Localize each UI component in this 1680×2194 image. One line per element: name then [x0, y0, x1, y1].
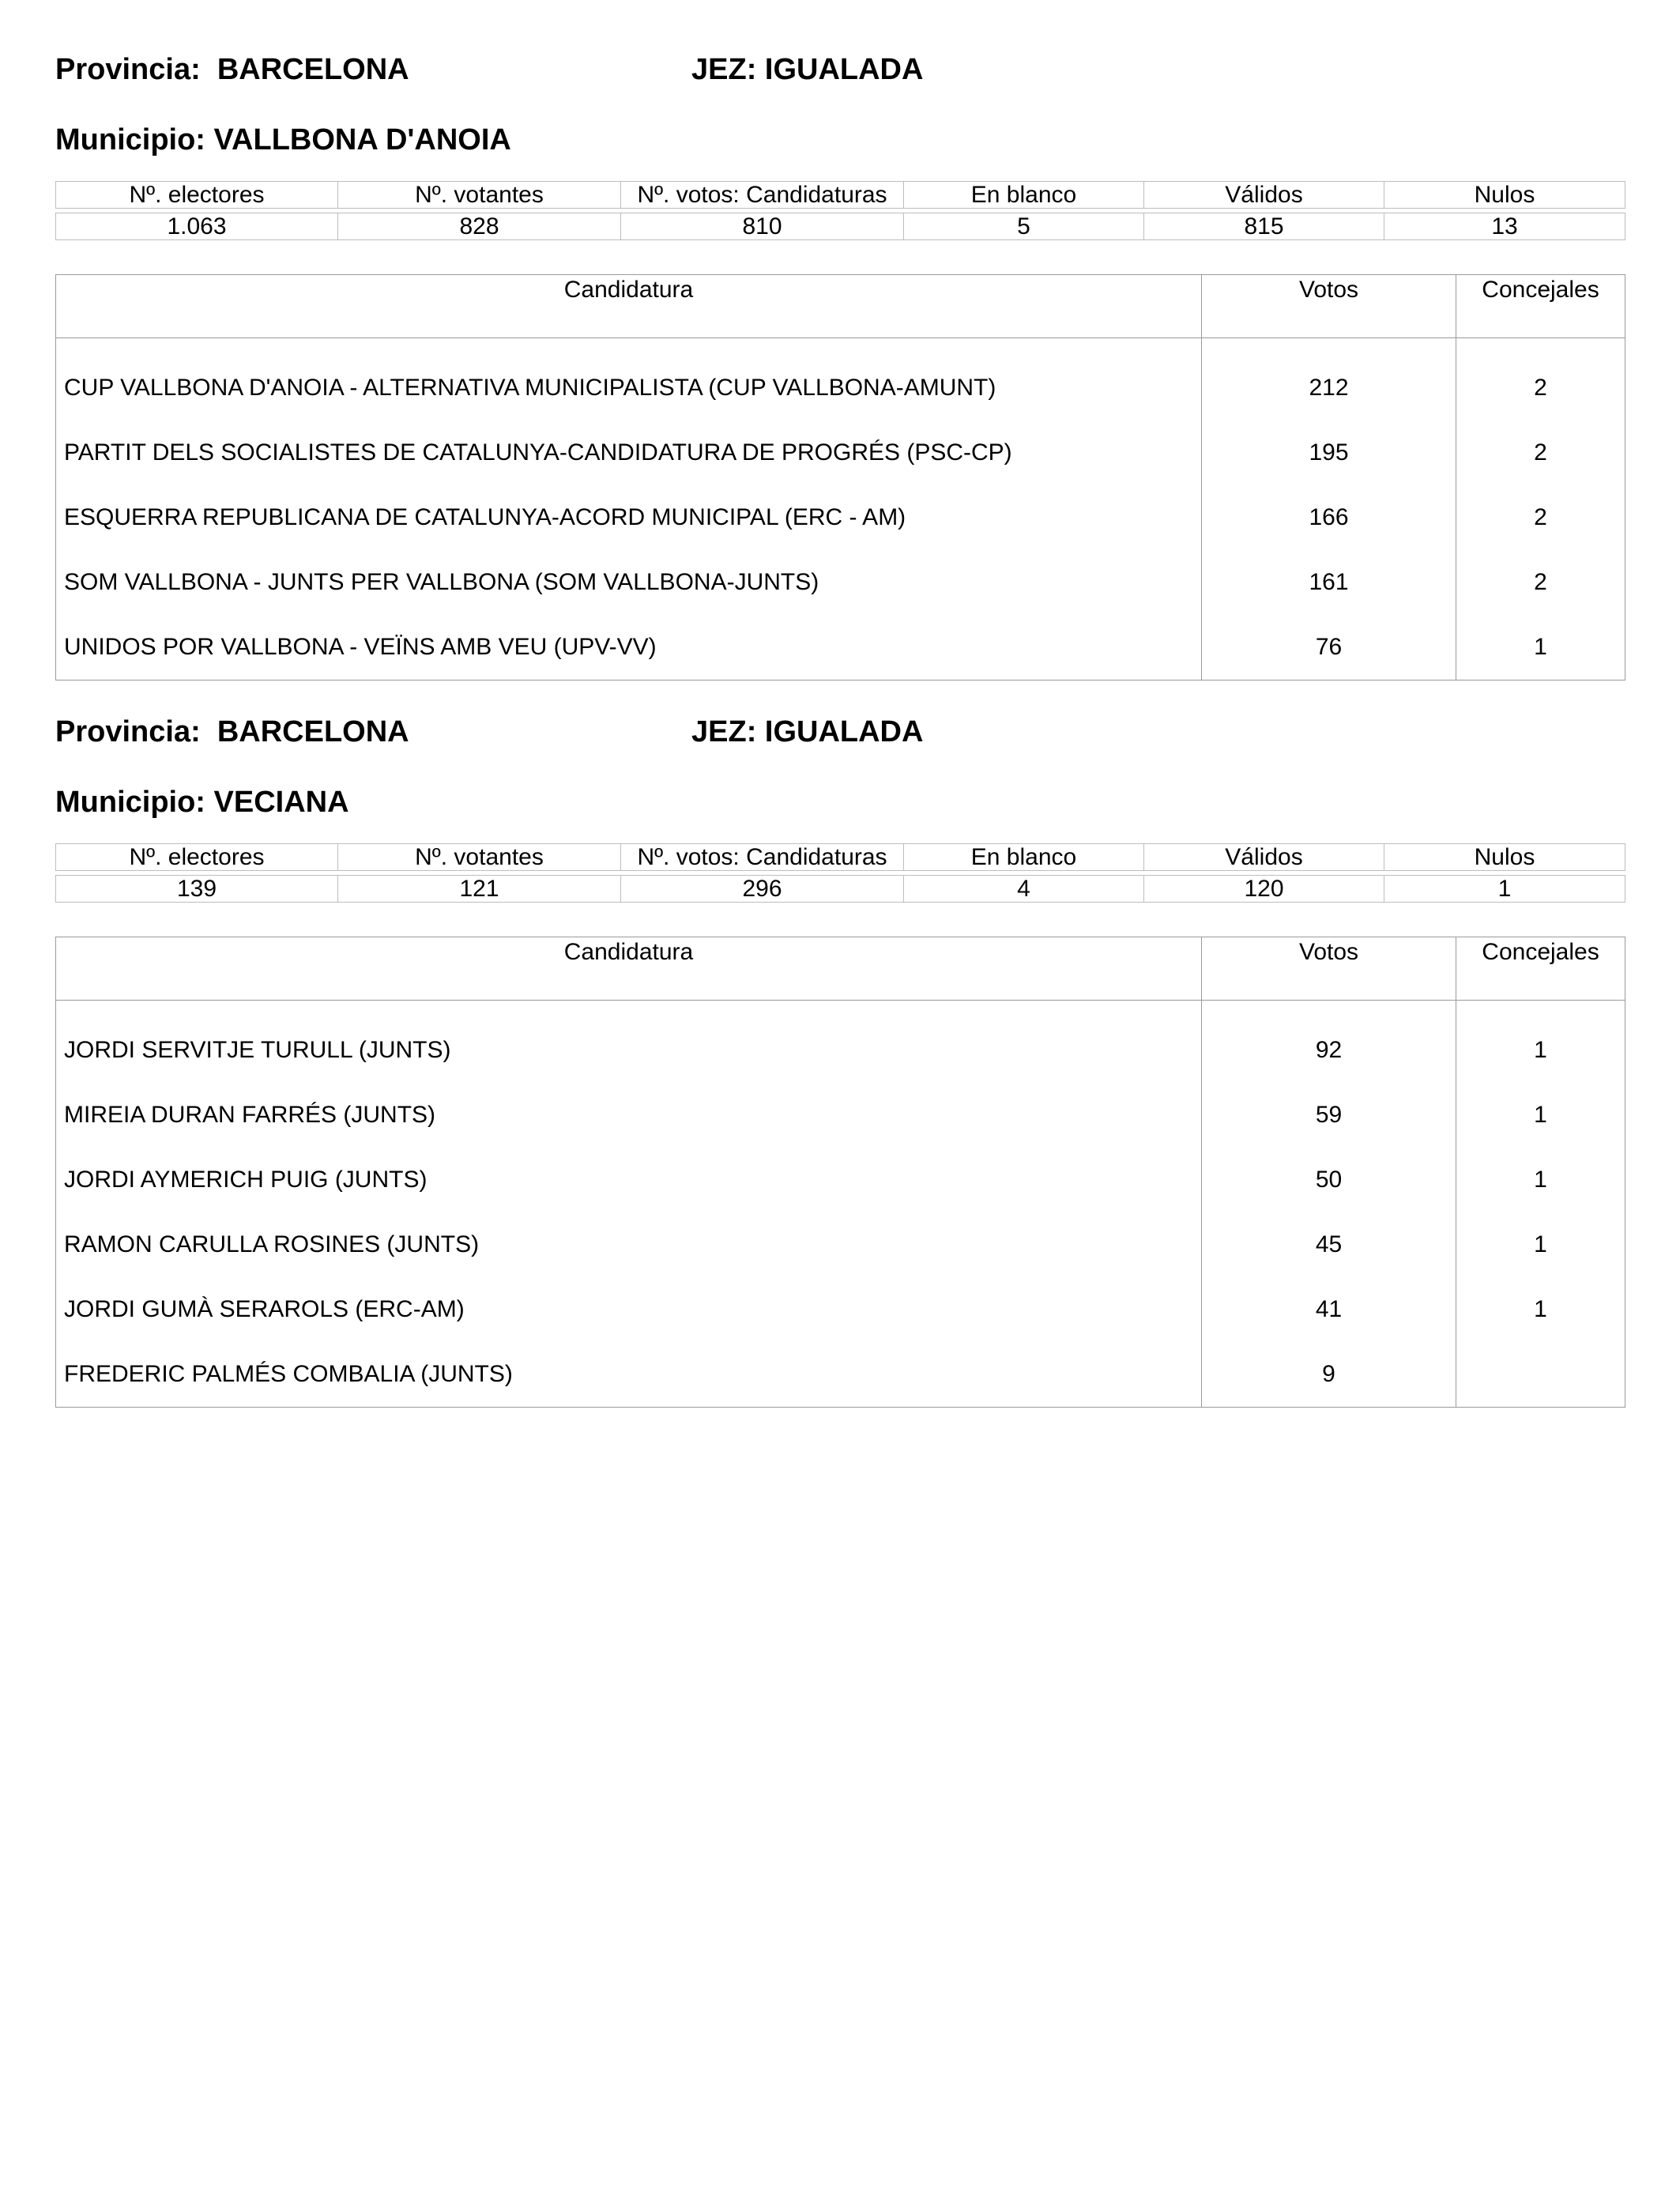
summary-value-cell: 13 — [1384, 213, 1625, 240]
summary-header-cell: Válidos — [1144, 182, 1384, 209]
summary-header-cell: Nº. electores — [56, 844, 338, 871]
candidatura-cell: MIREIA DURAN FARRÉS (JUNTS) — [56, 1083, 1202, 1148]
municipio-label: Municipio: VALLBONA D'ANOIA — [55, 123, 511, 156]
summary-value-cell: 810 — [621, 213, 904, 240]
results-header-row — [56, 937, 1625, 1001]
concejales-cell: 1 — [1456, 1212, 1625, 1277]
provincia-label: Provincia: BARCELONA — [55, 715, 409, 748]
votos-cell: 50 — [1202, 1148, 1456, 1212]
table-row — [56, 1083, 1625, 1148]
summary-value-cell: 139 — [56, 876, 338, 903]
summary-header-cell: Nº. votantes — [338, 182, 621, 209]
concejales-cell: 2 — [1456, 485, 1625, 550]
provincia-label: Provincia: BARCELONA — [55, 53, 409, 86]
jez-label: JEZ: IGUALADA — [691, 715, 924, 748]
votos-cell: 161 — [1202, 550, 1456, 615]
candidatura-cell: FREDERIC PALMÉS COMBALIA (JUNTS) — [56, 1342, 1202, 1408]
summary-table — [55, 181, 1625, 240]
candidatura-cell: RAMON CARULLA ROSINES (JUNTS) — [56, 1212, 1202, 1277]
results-header-cell: Votos — [1202, 275, 1456, 338]
votos-cell: 76 — [1202, 615, 1456, 680]
votos-cell: 92 — [1202, 1018, 1456, 1083]
municipio-section-vallbona — [55, 46, 1625, 680]
concejales-cell: 1 — [1456, 1148, 1625, 1212]
concejales-cell — [1456, 1342, 1625, 1408]
candidatura-cell: ESQUERRA REPUBLICANA DE CATALUNYA-ACORD MUNICIPAL (ERC - AM) — [56, 485, 1202, 550]
summary-value-cell: 4 — [904, 876, 1144, 903]
municipio-section-veciana — [55, 708, 1625, 1408]
summary-header-row — [56, 844, 1625, 871]
candidatura-cell: PARTIT DELS SOCIALISTES DE CATALUNYA-CANDIDATURA DE PROGRÉS (PSC-CP) — [56, 420, 1202, 485]
summary-table — [55, 843, 1625, 903]
concejales-cell: 2 — [1456, 550, 1625, 615]
results-pad-row — [56, 338, 1625, 356]
summary-value-cell: 5 — [904, 213, 1144, 240]
section-header — [55, 708, 1625, 756]
concejales-cell: 1 — [1456, 1083, 1625, 1148]
table-row — [56, 420, 1625, 485]
summary-header-cell: Nº. votos: Candidaturas — [621, 182, 904, 209]
results-header-cell: Candidatura — [56, 937, 1202, 1001]
summary-header-cell: Nulos — [1384, 844, 1625, 871]
summary-header-cell: Válidos — [1144, 844, 1384, 871]
summary-value-cell: 121 — [338, 876, 621, 903]
summary-header-cell: En blanco — [904, 182, 1144, 209]
votos-cell: 212 — [1202, 356, 1456, 420]
summary-value-cell: 815 — [1144, 213, 1384, 240]
table-row — [56, 550, 1625, 615]
votos-cell: 166 — [1202, 485, 1456, 550]
concejales-cell: 2 — [1456, 356, 1625, 420]
concejales-cell: 1 — [1456, 1018, 1625, 1083]
summary-value-row — [56, 213, 1625, 240]
results-header-cell: Concejales — [1456, 937, 1625, 1001]
table-row — [56, 615, 1625, 680]
summary-value-cell: 1.063 — [56, 213, 338, 240]
results-table — [55, 937, 1625, 1408]
candidatura-cell: JORDI AYMERICH PUIG (JUNTS) — [56, 1148, 1202, 1212]
votos-cell: 45 — [1202, 1212, 1456, 1277]
candidatura-cell: JORDI SERVITJE TURULL (JUNTS) — [56, 1018, 1202, 1083]
summary-header-cell: Nº. votantes — [338, 844, 621, 871]
summary-value-cell: 828 — [338, 213, 621, 240]
concejales-cell: 1 — [1456, 1277, 1625, 1342]
table-row — [56, 1212, 1625, 1277]
votos-cell: 59 — [1202, 1083, 1456, 1148]
table-row — [56, 1148, 1625, 1212]
table-row — [56, 356, 1625, 420]
results-table — [55, 274, 1625, 680]
summary-value-cell: 1 — [1384, 876, 1625, 903]
candidatura-cell: JORDI GUMÀ SERAROLS (ERC-AM) — [56, 1277, 1202, 1342]
votos-cell: 9 — [1202, 1342, 1456, 1408]
results-header-cell: Concejales — [1456, 275, 1625, 338]
summary-header-cell: Nº. electores — [56, 182, 338, 209]
candidatura-cell: CUP VALLBONA D'ANOIA - ALTERNATIVA MUNICIPALISTA (CUP VALLBONA-AMUNT) — [56, 356, 1202, 420]
section-header — [55, 46, 1625, 93]
municipio-label: Municipio: VECIANA — [55, 786, 349, 819]
summary-value-cell: 296 — [621, 876, 904, 903]
summary-value-cell: 120 — [1144, 876, 1384, 903]
summary-header-row — [56, 182, 1625, 209]
summary-value-row — [56, 876, 1625, 903]
table-row — [56, 485, 1625, 550]
results-header-cell: Candidatura — [56, 275, 1202, 338]
concejales-cell: 1 — [1456, 615, 1625, 680]
summary-header-cell: Nº. votos: Candidaturas — [621, 844, 904, 871]
votos-cell: 41 — [1202, 1277, 1456, 1342]
concejales-cell: 2 — [1456, 420, 1625, 485]
candidatura-cell: SOM VALLBONA - JUNTS PER VALLBONA (SOM VALLBONA-JUNTS) — [56, 550, 1202, 615]
votos-cell: 195 — [1202, 420, 1456, 485]
table-row — [56, 1018, 1625, 1083]
jez-label: JEZ: IGUALADA — [691, 53, 924, 86]
table-row — [56, 1342, 1625, 1408]
candidatura-cell: UNIDOS POR VALLBONA - VEÏNS AMB VEU (UPV-VV) — [56, 615, 1202, 680]
results-header-cell: Votos — [1202, 937, 1456, 1001]
results-pad-row — [56, 1001, 1625, 1019]
summary-header-cell: Nulos — [1384, 182, 1625, 209]
results-header-row — [56, 275, 1625, 338]
summary-header-cell: En blanco — [904, 844, 1144, 871]
table-row — [56, 1277, 1625, 1342]
